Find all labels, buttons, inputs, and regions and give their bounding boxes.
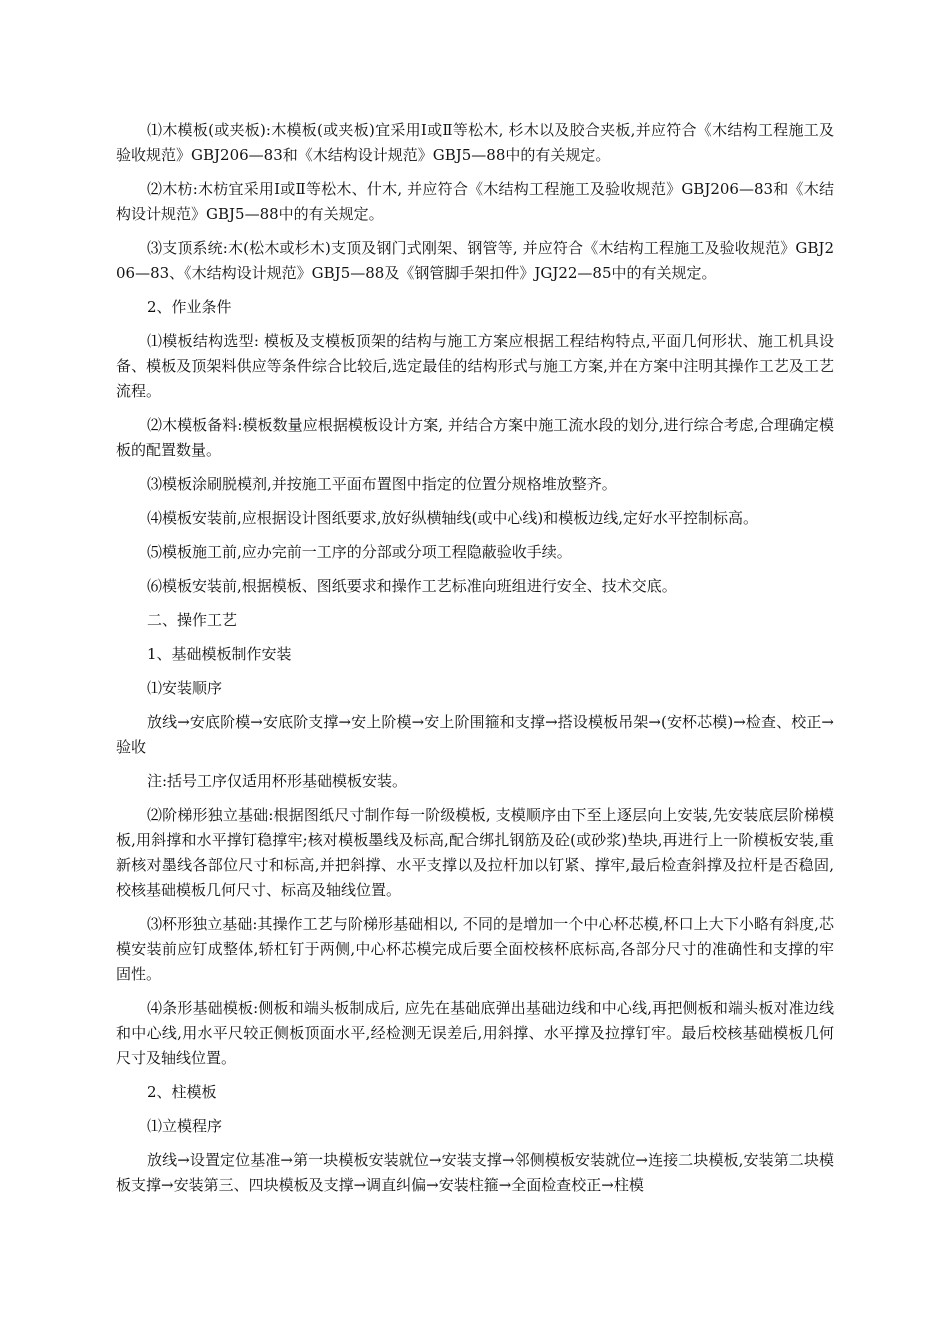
body-paragraph: ⑶支顶系统:木(松木或杉木)支顶及钢门式刚架、钢管等, 并应符合《木结构工程施工及验收规范》GBJ206—83、《木结构设计规范》GBJ5—88及《钢管脚手架扣件》JGJ22—85中的有关规定。 [116, 239, 834, 282]
document-page [116, 118, 834, 1207]
section-heading: ⑴立模程序 [147, 1117, 223, 1135]
body-paragraph: ⑴模板结构选型: 模板及支模板顶架的结构与施工方案应根据工程结构特点,平面几何形状、施工机具设备、模板及顶架料供应等条件综合比较后,选定最佳的结构形式与施工方案,并在方案中注明其操作工艺及工艺流程。 [116, 332, 834, 400]
section-heading: 1、基础模板制作安装 [147, 645, 292, 663]
section-heading: 二、操作工艺 [147, 611, 238, 629]
body-paragraph: ⑷条形基础模板:侧板和端头板制成后, 应先在基础底弹出基础边线和中心线,再把侧板和端头板对准边线和中心线,用水平尺较正侧板顶面水平,经检测无误差后,用斜撑、水平撑及拉撑钉牢。最后校核基础模板几何尺寸及轴线位置。 [116, 999, 834, 1067]
body-paragraph: 放线→安底阶模→安底阶支撑→安上阶模→安上阶围箍和支撑→搭设模板吊架→(安杯芯模)→检查、校正→验收 [116, 713, 834, 756]
body-paragraph: ⑹模板安装前,根据模板、图纸要求和操作工艺标准向班组进行安全、技术交底。 [147, 577, 677, 595]
body-paragraph: ⑸模板施工前,应办完前一工序的分部或分项工程隐蔽验收手续。 [147, 543, 572, 561]
section-heading: 2、柱模板 [147, 1083, 217, 1101]
body-paragraph: ⑴木模板(或夹板):木模板(或夹板)宜采用Ⅰ或Ⅱ等松木, 杉木以及胶合夹板,并应符合《木结构工程施工及验收规范》GBJ206—83和《木结构设计规范》GBJ5—88中的有关规定。 [116, 121, 834, 164]
section-heading: ⑴安装顺序 [147, 679, 223, 697]
body-paragraph: 注:括号工序仅适用杯形基础模板安装。 [147, 772, 408, 790]
body-paragraph: ⑵木枋:木枋宜采用Ⅰ或Ⅱ等松木、什木, 并应符合《木结构工程施工及验收规范》GBJ206—83和《木结构设计规范》GBJ5—88中的有关规定。 [116, 180, 834, 223]
body-paragraph: ⑵木模板备料:模板数量应根据模板设计方案, 并结合方案中施工流水段的划分,进行综合考虑,合理确定模板的配置数量。 [116, 416, 834, 459]
body-paragraph: ⑶杯形独立基础:其操作工艺与阶梯形基础相以, 不同的是增加一个中心杯芯模,杯口上大下小略有斜度,芯模安装前应钉成整体,轿杠钉于两侧,中心杯芯模完成后要全面校核杯底标高,各部分尺寸的准确性和支撑的牢固性。 [116, 915, 834, 983]
body-paragraph: 放线→设置定位基准→第一块模板安装就位→安装支撑→邻侧模板安装就位→连接二块模板,安装第二块模板支撑→安装第三、四块模板及支撑→调直纠偏→安装柱箍→全面检查校正→柱模 [116, 1151, 834, 1194]
body-paragraph: ⑵阶梯形独立基础:根据图纸尺寸制作每一阶级模板, 支模顺序由下至上逐层向上安装,先安装底层阶梯模板,用斜撑和水平撑钉稳撑牢;核对模板墨线及标高,配合绑扎钢筋及砼(或砂浆)垫块,再进行上一阶模板安装,重新核对墨线各部位尺寸和标高,并把斜撑、水平支撑以及拉杆加以钉紧、撑牢,最后检查斜撑及拉杆是否稳固,校核基础模板几何尺寸、标高及轴线位置。 [116, 806, 834, 899]
section-heading: 2、作业条件 [147, 298, 232, 316]
body-paragraph: ⑶模板涂刷脱模剂,并按施工平面布置图中指定的位置分规格堆放整齐。 [147, 475, 617, 493]
body-paragraph: ⑷模板安装前,应根据设计图纸要求,放好纵横轴线(或中心线)和模板边线,定好水平控制标高。 [147, 509, 759, 527]
